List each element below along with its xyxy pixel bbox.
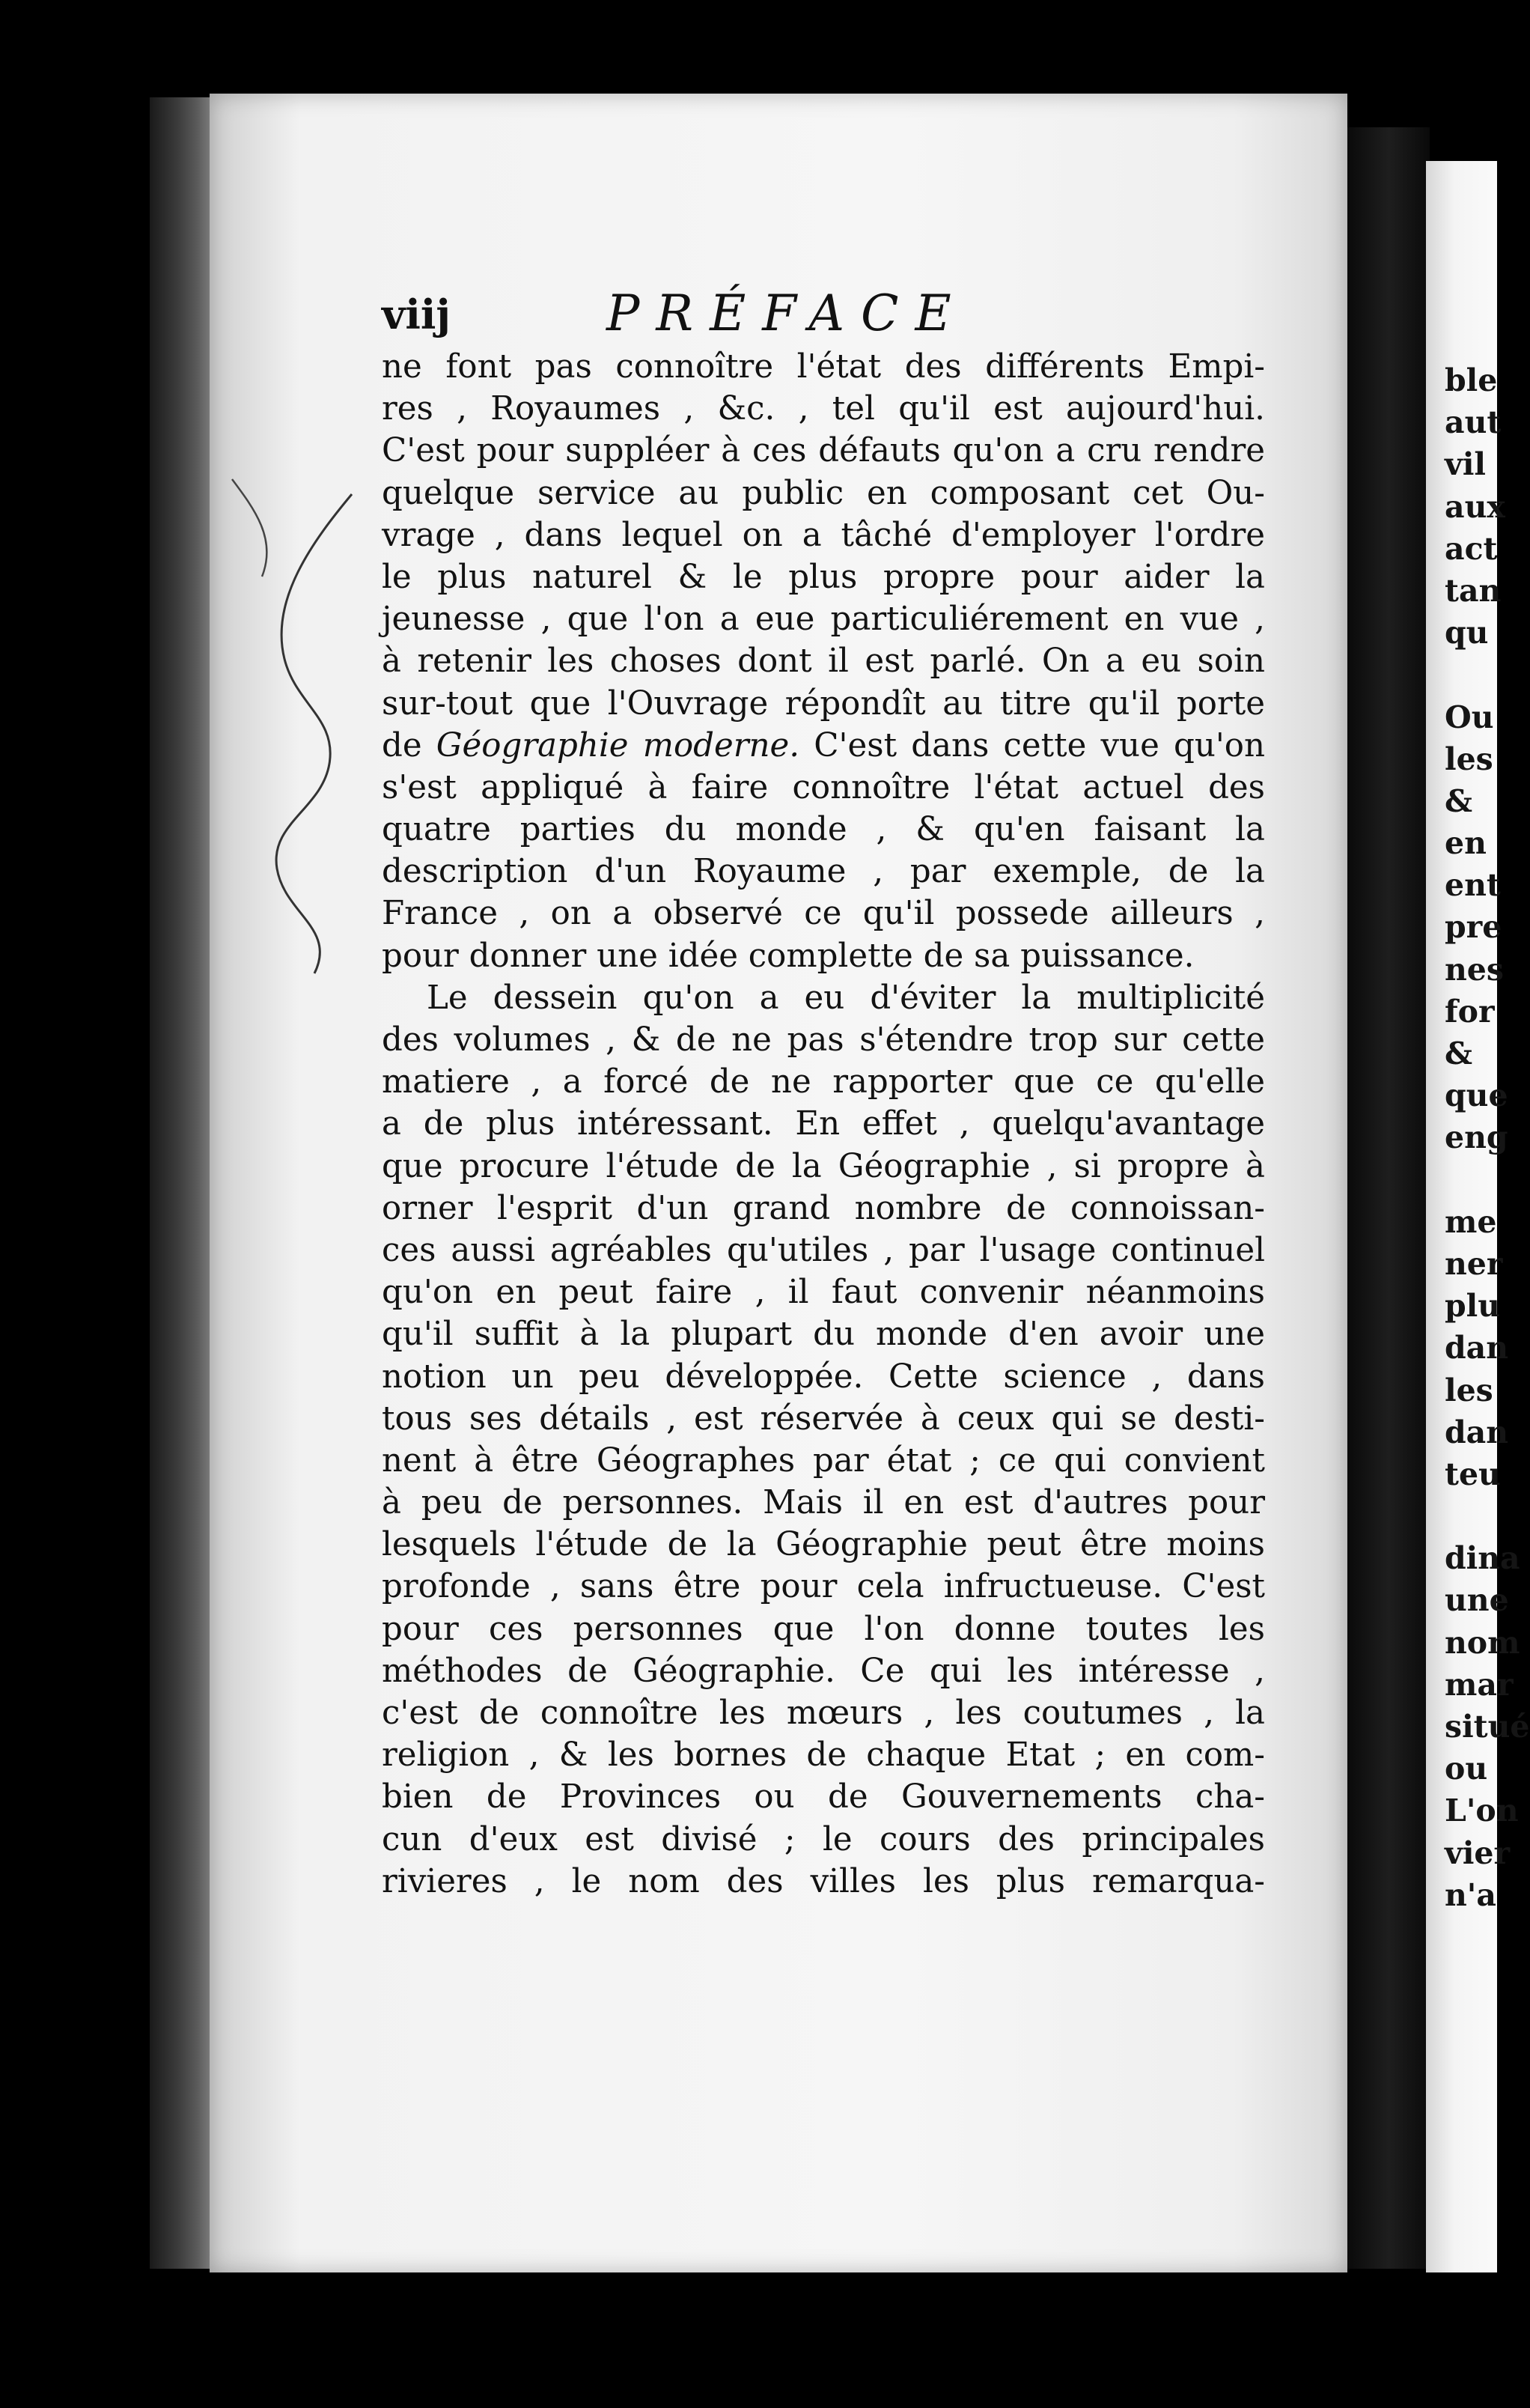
- text-line: quelque service au public en composant cet Ou-: [382, 474, 1265, 512]
- text-line: lesquels l'étude de la Géographie peut être moins: [382, 1526, 1265, 1564]
- text-line: à retenir les choses dont il est parlé. On a eu soin: [382, 642, 1265, 681]
- text-line: s'est appliqué à faire connoître l'état actuel des: [382, 768, 1265, 806]
- right-page-fragment: ner: [1445, 1245, 1503, 1282]
- text-line: quatre parties du monde , & qu'en faisant la: [382, 811, 1265, 849]
- text-line: c'est de connoître les mœurs , les coutumes , la: [382, 1694, 1265, 1732]
- text-line: tous ses détails , est réservée à ceux qui se desti-: [382, 1399, 1265, 1438]
- preface-text: [382, 346, 1265, 1903]
- text-line: méthodes de Géographie. Ce qui les intéresse ,: [382, 1652, 1265, 1690]
- right-page-fragment: nom: [1445, 1624, 1520, 1661]
- text-line: profonde , sans être pour cela infructueuse. C'est: [382, 1568, 1265, 1606]
- right-page-fragment: plu: [1445, 1288, 1501, 1325]
- right-page-fragment: for: [1445, 993, 1495, 1030]
- text-line: nent à être Géographes par état ; ce qui convient: [382, 1441, 1265, 1480]
- text-line: que procure l'étude de la Géographie , si propre à: [382, 1147, 1265, 1185]
- text-line: Le dessein qu'on a eu d'éviter la multiplicité: [427, 979, 1265, 1017]
- right-page-fragment: L'on: [1445, 1793, 1519, 1829]
- book-spine-edge: [150, 97, 217, 2269]
- right-page-fragment: aux: [1445, 488, 1505, 525]
- right-page-fragment: que: [1445, 1077, 1508, 1114]
- right-page-fragment: tan: [1445, 572, 1502, 609]
- right-page-fragment: nes: [1445, 951, 1504, 988]
- right-page-fragment: act: [1445, 530, 1498, 567]
- text-line: description d'un Royaume , par exemple, de la: [382, 853, 1265, 891]
- text-line: pour donner une idée complette de sa puissance.: [382, 937, 1195, 975]
- right-page-fragment: &: [1445, 782, 1473, 819]
- right-page-fragment: en: [1445, 825, 1487, 862]
- text-line: C'est pour suppléer à ces défauts qu'on a cru rendre: [382, 432, 1265, 470]
- right-page-fragment: mar: [1445, 1666, 1514, 1703]
- right-page-fragment: aut: [1445, 404, 1502, 441]
- text-line: vrage , dans lequel on a tâché d'employer l'ordre: [382, 516, 1265, 554]
- text-line: ces aussi agréables qu'utiles , par l'usage continuel: [382, 1231, 1265, 1269]
- text-line: res , Royaumes , &c. , tel qu'il est aujourd'hui.: [382, 390, 1265, 428]
- handwritten-scribble: [225, 449, 374, 988]
- page-header: [382, 285, 1295, 344]
- right-page-fragment: pre: [1445, 909, 1502, 946]
- right-page-fragment: eng: [1445, 1119, 1508, 1156]
- right-page-fragment: les: [1445, 741, 1493, 777]
- book-title-italic: Géographie moderne.: [436, 726, 800, 764]
- right-page-fragment: Ou: [1445, 699, 1494, 735]
- right-page-fragment: [1445, 1159, 1505, 1201]
- text-line: orner l'esprit d'un grand nombre de connoissan-: [382, 1189, 1265, 1227]
- right-page-fragment: les: [1445, 1372, 1493, 1408]
- text-line: ne font pas connoître l'état des différents Empi-: [382, 348, 1265, 386]
- right-page-fragment: [1445, 1495, 1505, 1537]
- right-page-fragment: dan: [1445, 1330, 1509, 1366]
- text-line: a de plus intéressant. En effet , quelqu'avantage: [382, 1105, 1265, 1143]
- text-line: bien de Provinces ou de Gouvernements cha-: [382, 1778, 1265, 1816]
- page-number: viij: [382, 291, 451, 338]
- paragraph-1: [382, 346, 1265, 977]
- text-line: de Géographie moderne. C'est dans cette vue qu'on: [382, 726, 1265, 764]
- text-line: jeunesse , que l'on a eue particuliérement en vue ,: [382, 601, 1265, 639]
- text-line: pour ces personnes que l'on donne toutes les: [382, 1610, 1265, 1648]
- running-title: PRÉFACE: [606, 285, 968, 342]
- right-page-fragment: me: [1445, 1203, 1497, 1240]
- right-page-fragment: vil: [1445, 446, 1486, 483]
- right-page-fragment: vier: [1445, 1834, 1511, 1871]
- text-line: qu'on en peut faire , il faut convenir néanmoins: [382, 1274, 1265, 1312]
- right-page-fragment: ent: [1445, 867, 1501, 904]
- text-line: religion , & les bornes de chaque Etat ; en com-: [382, 1736, 1265, 1775]
- text-line: le plus naturel & le plus propre pour aider la: [382, 558, 1265, 596]
- right-page-fragment: ou: [1445, 1751, 1488, 1787]
- paragraph-2: [382, 977, 1265, 1903]
- text-line: France , on a observé ce qu'il possede ailleurs ,: [382, 895, 1265, 933]
- text-line: cun d'eux est divisé ; le cours des principales: [382, 1820, 1265, 1858]
- text-line: matiere , a forcé de ne rapporter que ce qu'elle: [382, 1063, 1265, 1101]
- right-page-fragment: &: [1445, 1036, 1473, 1071]
- right-page-fragment: n'a: [1445, 1876, 1496, 1913]
- right-page-fragment: dan: [1445, 1414, 1509, 1450]
- text-line: des volumes , & de ne pas s'étendre trop sur cette: [382, 1021, 1265, 1059]
- right-page-fragment: ble: [1445, 362, 1498, 398]
- text-line: sur-tout que l'Ouvrage répondît au titre qu'il porte: [382, 684, 1265, 723]
- right-page-fragment: situé: [1445, 1709, 1530, 1745]
- book-gutter: [1347, 127, 1430, 2269]
- right-page-fragment: teu: [1445, 1456, 1501, 1492]
- text-line: rivieres , le nom des villes les plus remarqua-: [382, 1862, 1265, 1900]
- text-line: à peu de personnes. Mais il en est d'autres pour: [382, 1484, 1265, 1522]
- right-page-text-fragments: [1445, 359, 1530, 1916]
- text-line: qu'il suffit à la plupart du monde d'en avoir une: [382, 1316, 1265, 1354]
- right-page-fragment: [1445, 654, 1505, 696]
- right-page-fragment: dina: [1445, 1540, 1520, 1577]
- right-page-fragment: une: [1445, 1582, 1509, 1619]
- text-line: notion un peu développée. Cette science , dans: [382, 1357, 1265, 1396]
- right-page-fragment: qu: [1445, 615, 1489, 651]
